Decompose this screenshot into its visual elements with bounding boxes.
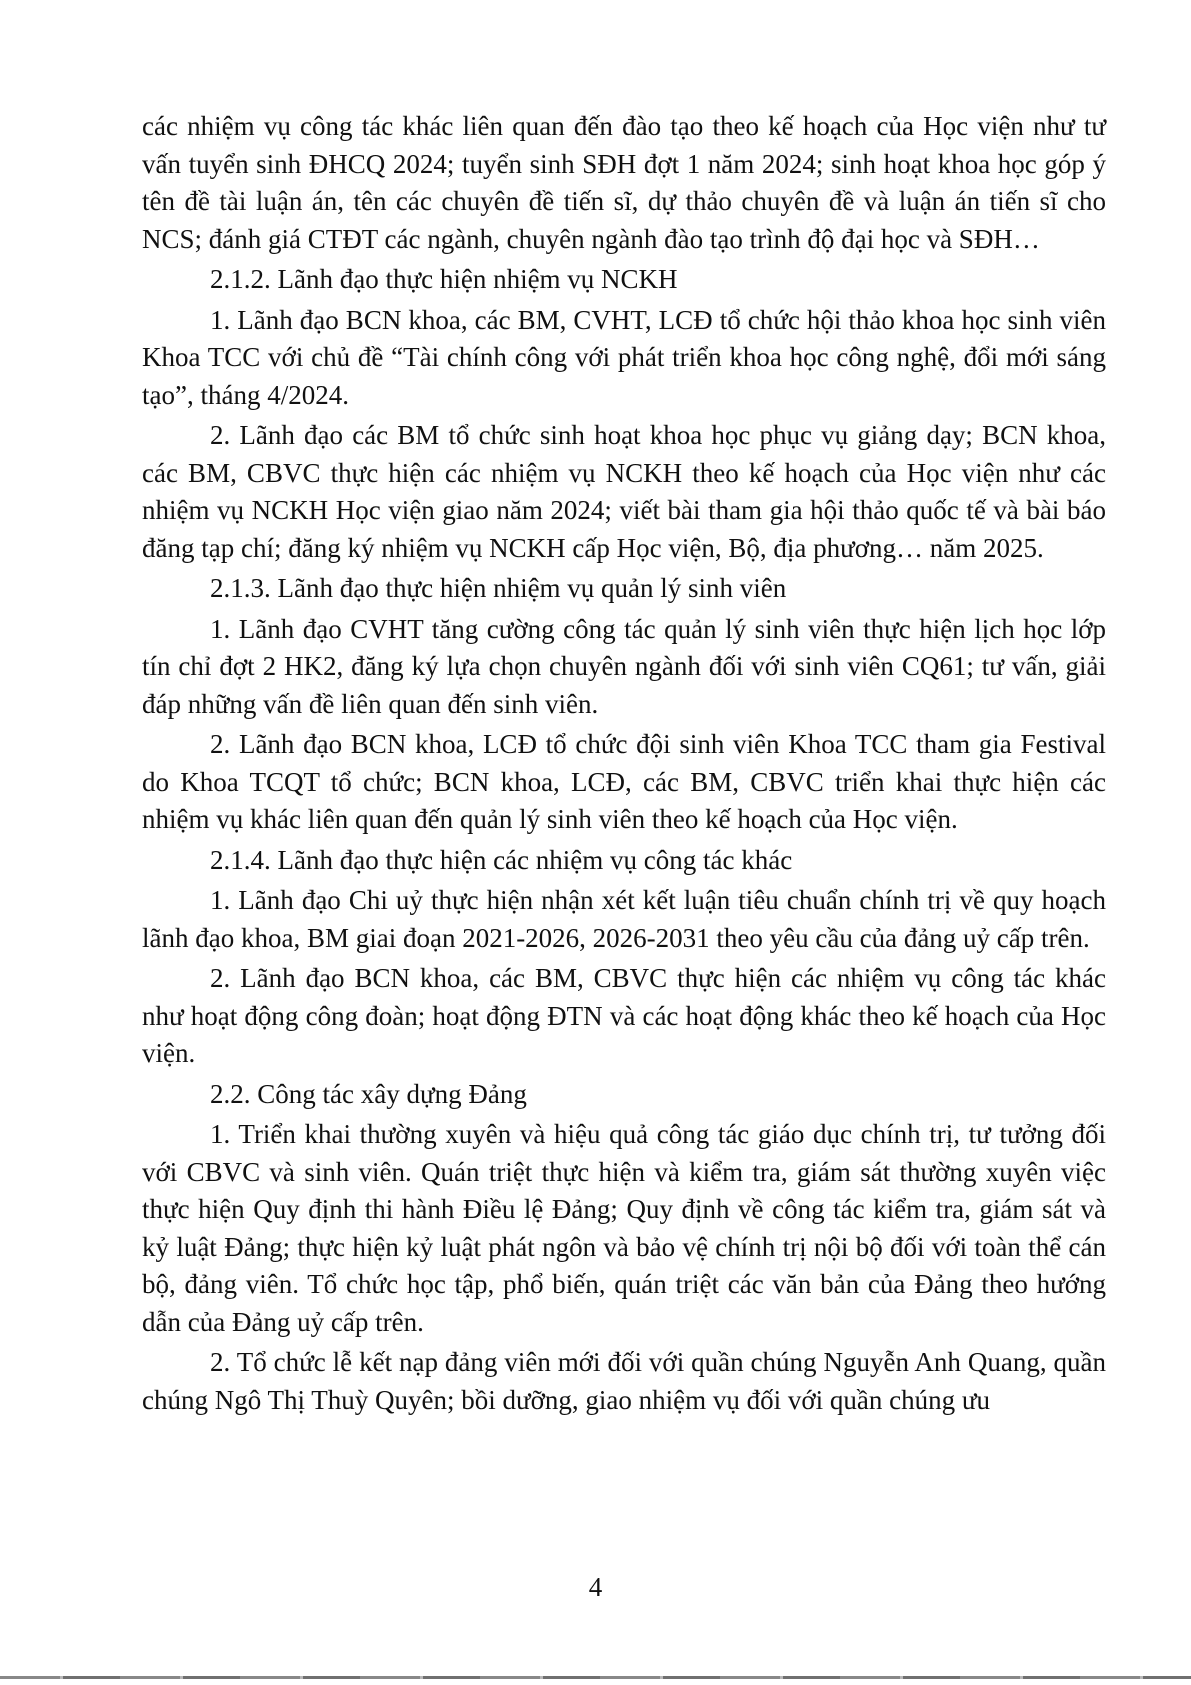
paragraph-other-tasks-1: 1. Lãnh đạo Chi uỷ thực hiện nhận xét kết luận tiêu chuẩn chính trị về quy hoạch lãnh đạo khoa, BM giai đoạn 2021-2026, 2026-2031 theo yêu cầu của đảng uỷ cấp trên. (142, 885, 1106, 953)
paragraph-other-tasks-2: 2. Lãnh đạo BCN khoa, các BM, CBVC thực hiện các nhiệm vụ công tác khác như hoạt động công đoàn; hoạt động ĐTN và các hoạt động khác theo kế hoạch của Học viện. (142, 963, 1106, 1068)
paragraph-student-management-1: 1. Lãnh đạo CVHT tăng cường công tác quản lý sinh viên thực hiện lịch học lớp tín chỉ đợt 2 HK2, đăng ký lựa chọn chuyên ngành đối với sinh viên CQ61; tư vấn, giải đáp những vấn đề liên quan đến sinh viên. (142, 613, 1106, 719)
scan-edge-line (0, 1676, 1191, 1679)
heading-2-1-2: 2.1.2. Lãnh đạo thực hiện nhiệm vụ NCKH (210, 264, 678, 294)
heading-2-1-3: 2.1.3. Lãnh đạo thực hiện nhiệm vụ quản lý sinh viên (210, 573, 787, 603)
paragraph-party-building-2: 2. Tổ chức lễ kết nạp đảng viên mới đối với quần chúng Nguyễn Anh Quang, quần chúng Ngô Thị Thuỳ Quyên; bồi dưỡng, giao nhiệm vụ đối với quần chúng ưu (142, 1347, 1106, 1415)
paragraph-student-management-2: 2. Lãnh đạo BCN khoa, LCĐ tổ chức đội sinh viên Khoa TCC tham gia Festival do Khoa TCQT tổ chức; BCN khoa, LCĐ, các BM, CBVC triển khai thực hiện các nhiệm vụ khác liên quan đến quản lý sinh viên theo kế hoạch của Học viện. (142, 729, 1106, 834)
paragraph-party-building-1: 1. Triển khai thường xuyên và hiệu quả công tác giáo dục chính trị, tư tưởng đối với CBVC và sinh viên. Quán triệt thực hiện và kiểm tra, giám sát thường xuyên việc thực hiện Quy định thi hành Điều lệ Đảng; Quy định về công tác kiểm tra, giám sát và kỷ luật Đảng; thực hiện kỷ luật phát ngôn và bảo vệ chính trị nội bộ đối với toàn thể cán bộ, đảng viên. Tổ chức học tập, phổ biến, quán triệt các văn bản của Đảng theo hướng dẫn của Đảng uỷ cấp trên. (142, 1119, 1106, 1337)
paragraph-research-2: 2. Lãnh đạo các BM tổ chức sinh hoạt khoa học phục vụ giảng dạy; BCN khoa, các BM, CBVC thực hiện các nhiệm vụ NCKH theo kế hoạch của Học viện như các nhiệm vụ NCKH Học viện giao năm 2024; viết bài tham gia hội thảo quốc tế và bài báo đăng tạp chí; đăng ký nhiệm vụ NCKH cấp Học viện, Bộ, địa phương… năm 2025. (142, 420, 1106, 563)
document-page (142, 108, 1106, 1422)
heading-2-1-4: 2.1.4. Lãnh đạo thực hiện các nhiệm vụ công tác khác (210, 844, 793, 875)
page-number: 4 (588, 1572, 603, 1602)
paragraph-training-tasks-continued: các nhiệm vụ công tác khác liên quan đến đào tạo theo kế hoạch của Học viện như tư vấn tuyển sinh ĐHCQ 2024; tuyển sinh SĐH đợt 1 năm 2024; sinh hoạt khoa học góp ý tên đề tài luận án, tên các chuyên đề tiến sĩ, dự thảo chuyên đề và luận án tiến sĩ cho NCS; đánh giá CTĐT các ngành, chuyên ngành đào tạo trình độ đại học và SĐH… (142, 111, 1106, 254)
heading-2-2: 2.2. Công tác xây dựng Đảng (210, 1078, 527, 1109)
paragraph-research-1: 1. Lãnh đạo BCN khoa, các BM, CVHT, LCĐ tổ chức hội thảo khoa học sinh viên Khoa TCC với chủ đề “Tài chính công với phát triển khoa học công nghệ, đổi mới sáng tạo”, tháng 4/2024. (142, 304, 1106, 410)
